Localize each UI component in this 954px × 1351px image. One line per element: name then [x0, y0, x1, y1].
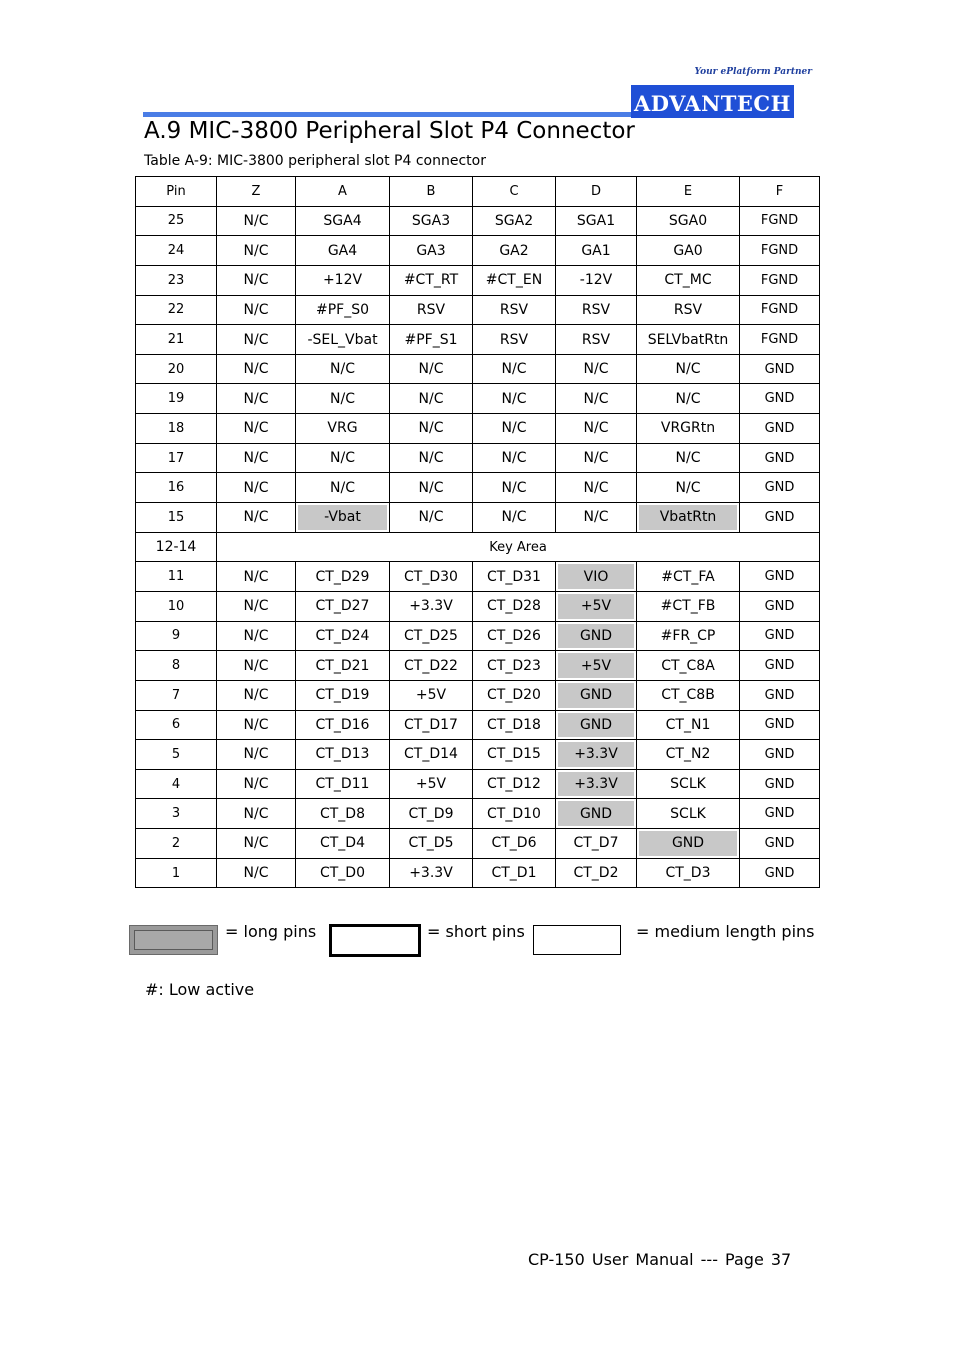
table-row	[136, 384, 820, 414]
column-header: B	[390, 177, 473, 207]
pin-cell: 22	[136, 295, 217, 325]
pin-cell: N/C	[473, 473, 556, 503]
pin-cell: GND	[740, 473, 820, 503]
table-row	[136, 295, 820, 325]
legend-short-swatch	[329, 924, 421, 957]
pin-cell: #CT_FB	[637, 591, 740, 621]
table-row	[136, 414, 820, 444]
table-header-row	[136, 177, 820, 207]
pin-cell: GND	[740, 710, 820, 740]
pin-cell: #PF_S0	[296, 295, 390, 325]
pin-cell: CT_D14	[390, 740, 473, 770]
pin-cell: 23	[136, 265, 217, 295]
pin-cell: CT_D22	[390, 651, 473, 681]
table-row	[136, 710, 820, 740]
pin-cell: N/C	[296, 473, 390, 503]
pin-cell: N/C	[473, 384, 556, 414]
pin-cell: VIO	[556, 562, 637, 592]
column-header: Pin	[136, 177, 217, 207]
pin-cell: SGA4	[296, 206, 390, 236]
pin-cell: VRG	[296, 414, 390, 444]
pin-cell: GND	[740, 651, 820, 681]
pin-cell: FGND	[740, 325, 820, 355]
table-row	[136, 473, 820, 503]
pin-cell: VbatRtn	[637, 503, 740, 533]
pin-cell: GA0	[637, 236, 740, 266]
pin-cell: 6	[136, 710, 217, 740]
pin-cell: GND	[637, 829, 740, 859]
pin-cell: N/C	[473, 354, 556, 384]
pin-cell: 18	[136, 414, 217, 444]
pin-cell: N/C	[217, 858, 296, 888]
pin-cell: CT_MC	[637, 265, 740, 295]
pin-cell: GND	[740, 829, 820, 859]
pin-cell: GND	[740, 769, 820, 799]
table-row	[136, 858, 820, 888]
pin-cell: N/C	[556, 414, 637, 444]
pin-cell: N/C	[296, 354, 390, 384]
advantech-logo: ADVANTECH	[631, 85, 794, 118]
pin-cell: GA1	[556, 236, 637, 266]
pin-cell: N/C	[217, 265, 296, 295]
table-row	[136, 325, 820, 355]
pin-cell: GND	[740, 799, 820, 829]
pin-cell: 5	[136, 740, 217, 770]
table-row	[136, 769, 820, 799]
pin-cell: #PF_S1	[390, 325, 473, 355]
pin-cell: N/C	[217, 384, 296, 414]
pin-cell: CT_C8A	[637, 651, 740, 681]
table-caption: Table A-9: MIC-3800 peripheral slot P4 connector	[144, 153, 486, 169]
pin-cell: GND	[556, 680, 637, 710]
legend-medium-label: = medium length pins	[636, 922, 815, 941]
column-header: F	[740, 177, 820, 207]
pin-cell: N/C	[217, 503, 296, 533]
table-row	[136, 651, 820, 681]
pin-cell: CT_D29	[296, 562, 390, 592]
table-row	[136, 829, 820, 859]
pin-cell: 16	[136, 473, 217, 503]
table-row	[136, 740, 820, 770]
pin-cell: 3	[136, 799, 217, 829]
column-header: Z	[217, 177, 296, 207]
pin-cell: N/C	[473, 414, 556, 444]
pin-cell: GND	[740, 562, 820, 592]
table-row	[136, 591, 820, 621]
pin-cell: CT_D2	[556, 858, 637, 888]
pin-cell: CT_D19	[296, 680, 390, 710]
pin-cell: N/C	[556, 443, 637, 473]
pin-cell: +3.3V	[556, 740, 637, 770]
key-area-pin: 12-14	[136, 532, 217, 562]
pin-cell: SELVbatRtn	[637, 325, 740, 355]
pin-cell: +3.3V	[556, 769, 637, 799]
pin-cell: CT_D8	[296, 799, 390, 829]
pin-cell: N/C	[217, 562, 296, 592]
pin-cell: CT_D21	[296, 651, 390, 681]
pin-cell: SGA3	[390, 206, 473, 236]
pin-cell: CT_D25	[390, 621, 473, 651]
pin-cell: GND	[740, 414, 820, 444]
pin-cell: -Vbat	[296, 503, 390, 533]
pin-cell: CT_D13	[296, 740, 390, 770]
pin-cell: 20	[136, 354, 217, 384]
table-row	[136, 206, 820, 236]
pin-cell: RSV	[637, 295, 740, 325]
table-row	[136, 799, 820, 829]
pin-cell: FGND	[740, 206, 820, 236]
table-row	[136, 562, 820, 592]
pin-cell: SGA1	[556, 206, 637, 236]
pin-cell: 11	[136, 562, 217, 592]
pin-cell: SGA2	[473, 206, 556, 236]
pin-cell: N/C	[217, 680, 296, 710]
pin-cell: N/C	[217, 295, 296, 325]
low-active-note: #: Low active	[145, 980, 255, 999]
pin-cell: N/C	[390, 384, 473, 414]
pin-cell: CT_D9	[390, 799, 473, 829]
legend-short-label: = short pins	[427, 922, 525, 941]
pin-cell: GND	[556, 621, 637, 651]
pin-cell: CT_C8B	[637, 680, 740, 710]
pin-cell: +5V	[390, 769, 473, 799]
pin-cell: CT_D5	[390, 829, 473, 859]
pin-cell: N/C	[556, 384, 637, 414]
pin-cell: RSV	[473, 295, 556, 325]
table-row	[136, 680, 820, 710]
pin-cell: 24	[136, 236, 217, 266]
pin-cell: CT_D27	[296, 591, 390, 621]
pin-cell: N/C	[390, 443, 473, 473]
pin-cell: GND	[740, 503, 820, 533]
pin-cell: SCLK	[637, 799, 740, 829]
column-header: A	[296, 177, 390, 207]
pin-cell: 8	[136, 651, 217, 681]
pin-cell: CT_D1	[473, 858, 556, 888]
pin-cell: #CT_FA	[637, 562, 740, 592]
pin-cell: 17	[136, 443, 217, 473]
pin-cell: N/C	[217, 651, 296, 681]
pin-cell: N/C	[217, 710, 296, 740]
pin-cell: CT_D28	[473, 591, 556, 621]
pin-cell: N/C	[217, 414, 296, 444]
section-title: A.9 MIC-3800 Peripheral Slot P4 Connector	[144, 118, 635, 144]
pin-cell: CT_D6	[473, 829, 556, 859]
pin-cell: CT_D16	[296, 710, 390, 740]
pin-cell: N/C	[217, 206, 296, 236]
legend-medium-swatch	[533, 925, 621, 955]
pin-cell: N/C	[473, 503, 556, 533]
pin-cell: RSV	[390, 295, 473, 325]
pin-cell: N/C	[217, 769, 296, 799]
pin-cell: N/C	[217, 829, 296, 859]
pin-cell: RSV	[556, 325, 637, 355]
pin-cell: GND	[556, 710, 637, 740]
pin-cell: CT_D10	[473, 799, 556, 829]
table-row	[136, 265, 820, 295]
pin-cell: N/C	[217, 473, 296, 503]
pin-cell: CT_D31	[473, 562, 556, 592]
pin-cell: GND	[556, 799, 637, 829]
key-area-row	[136, 532, 820, 562]
pin-cell: 1	[136, 858, 217, 888]
pin-cell: GA4	[296, 236, 390, 266]
pin-cell: GND	[740, 384, 820, 414]
pin-cell: CT_D30	[390, 562, 473, 592]
table-row	[136, 354, 820, 384]
pin-cell: CT_D26	[473, 621, 556, 651]
pin-table	[135, 176, 820, 888]
column-header: C	[473, 177, 556, 207]
pin-cell: GND	[740, 443, 820, 473]
pin-cell: CT_N2	[637, 740, 740, 770]
page-footer: CP-150 User Manual --- Page 37	[528, 1250, 792, 1269]
pin-cell: N/C	[556, 473, 637, 503]
pin-cell: N/C	[296, 443, 390, 473]
key-area-label: Key Area	[217, 532, 820, 562]
pin-cell: CT_D7	[556, 829, 637, 859]
pin-cell: +5V	[556, 591, 637, 621]
pin-cell: 21	[136, 325, 217, 355]
pin-cell: GND	[740, 354, 820, 384]
pin-cell: RSV	[473, 325, 556, 355]
pin-cell: N/C	[390, 473, 473, 503]
pin-cell: 7	[136, 680, 217, 710]
pin-cell: GND	[740, 621, 820, 651]
pin-cell: 15	[136, 503, 217, 533]
pin-cell: GND	[740, 740, 820, 770]
pin-cell: +5V	[556, 651, 637, 681]
pin-cell: N/C	[217, 325, 296, 355]
pin-cell: 4	[136, 769, 217, 799]
legend-long-label: = long pins	[225, 922, 317, 941]
pin-cell: N/C	[217, 621, 296, 651]
pin-cell: CT_D0	[296, 858, 390, 888]
pin-cell: N/C	[637, 354, 740, 384]
pin-cell: RSV	[556, 295, 637, 325]
pin-cell: SGA0	[637, 206, 740, 236]
pin-cell: N/C	[637, 443, 740, 473]
pin-cell: N/C	[296, 384, 390, 414]
pin-cell: 19	[136, 384, 217, 414]
pin-cell: 10	[136, 591, 217, 621]
pin-cell: N/C	[390, 414, 473, 444]
pin-cell: N/C	[217, 354, 296, 384]
pin-cell: CT_D4	[296, 829, 390, 859]
tagline: Your ePlatform Partner	[694, 67, 812, 77]
pin-cell: FGND	[740, 295, 820, 325]
pin-cell: +12V	[296, 265, 390, 295]
pin-cell: N/C	[217, 443, 296, 473]
pin-cell: N/C	[556, 354, 637, 384]
pin-cell: N/C	[217, 799, 296, 829]
pin-cell: CT_D23	[473, 651, 556, 681]
pin-cell: N/C	[217, 236, 296, 266]
pin-cell: -12V	[556, 265, 637, 295]
pin-cell: GND	[740, 680, 820, 710]
pin-cell: CT_D20	[473, 680, 556, 710]
pin-cell: N/C	[217, 591, 296, 621]
pin-cell: GND	[740, 591, 820, 621]
pin-cell: FGND	[740, 236, 820, 266]
pin-cell: GND	[740, 858, 820, 888]
pin-cell: GA3	[390, 236, 473, 266]
pin-cell: CT_D3	[637, 858, 740, 888]
pin-cell: CT_D17	[390, 710, 473, 740]
pin-cell: +3.3V	[390, 858, 473, 888]
pin-cell: N/C	[637, 384, 740, 414]
pin-cell: CT_D15	[473, 740, 556, 770]
pin-cell: N/C	[217, 740, 296, 770]
pin-cell: +3.3V	[390, 591, 473, 621]
header-rule	[143, 112, 633, 117]
pin-cell: -SEL_Vbat	[296, 325, 390, 355]
pin-cell: CT_D11	[296, 769, 390, 799]
table-row	[136, 621, 820, 651]
pin-cell: GA2	[473, 236, 556, 266]
legend-long-swatch	[129, 925, 218, 955]
pin-cell: N/C	[556, 503, 637, 533]
table-row	[136, 236, 820, 266]
pin-cell: CT_D12	[473, 769, 556, 799]
pin-cell: FGND	[740, 265, 820, 295]
table-row	[136, 443, 820, 473]
pin-cell: CT_D18	[473, 710, 556, 740]
table-row	[136, 503, 820, 533]
pin-cell: CT_N1	[637, 710, 740, 740]
pin-cell: CT_D24	[296, 621, 390, 651]
pin-cell: #FR_CP	[637, 621, 740, 651]
pin-cell: N/C	[637, 473, 740, 503]
pin-cell: 9	[136, 621, 217, 651]
pin-cell: N/C	[473, 443, 556, 473]
pin-cell: +5V	[390, 680, 473, 710]
pin-cell: 25	[136, 206, 217, 236]
column-header: D	[556, 177, 637, 207]
pin-cell: SCLK	[637, 769, 740, 799]
pin-cell: N/C	[390, 354, 473, 384]
pin-cell: N/C	[390, 503, 473, 533]
pin-cell: #CT_EN	[473, 265, 556, 295]
pin-cell: #CT_RT	[390, 265, 473, 295]
pin-cell: VRGRtn	[637, 414, 740, 444]
column-header: E	[637, 177, 740, 207]
pin-cell: 2	[136, 829, 217, 859]
